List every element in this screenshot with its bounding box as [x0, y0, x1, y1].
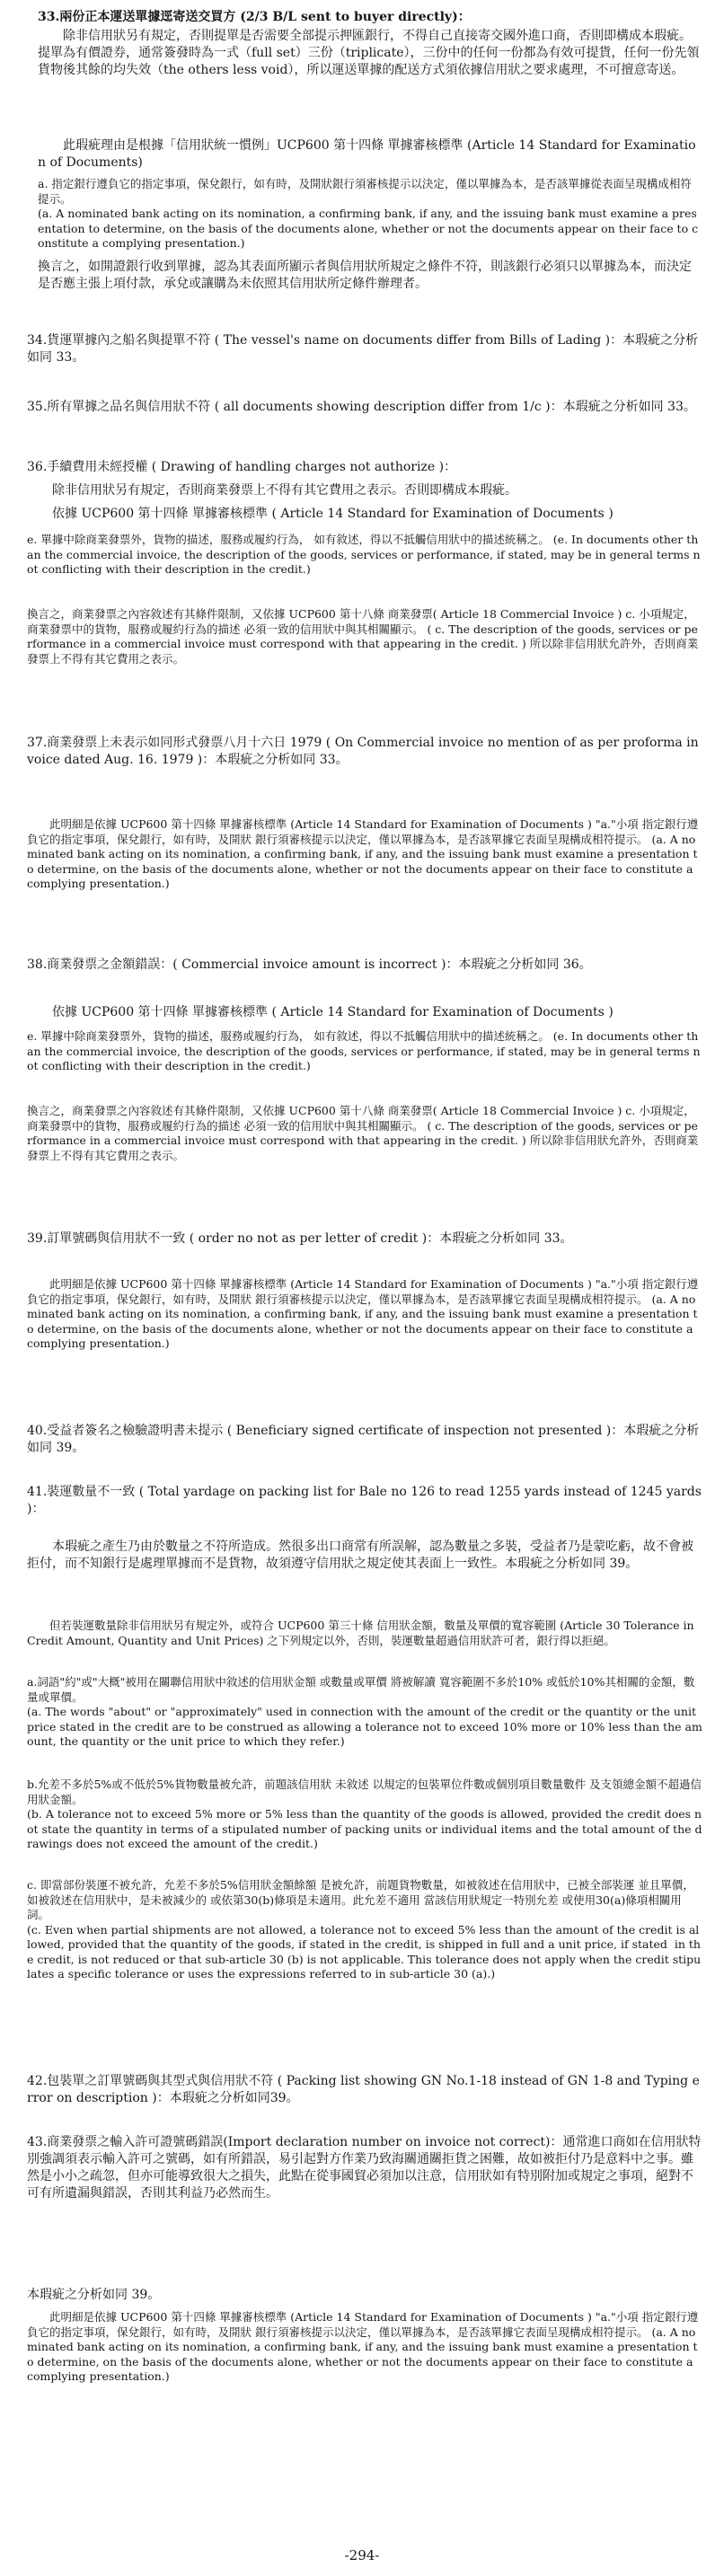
section-43-reference: 本瑕疵之分析如同 39。: [27, 2288, 161, 2302]
section-41-article-30b: b.允差不多於5%或不低於5%貨物數量被允許，前題該信用狀 未敘述 以規定的包裝單位件數或個別項目數量數件 及支領總金額不超過信用狀金額。 (b. A tolerance not to exceed 5% more or 5% less than the quantity of the goods is allowed, provided the credit does not state the quantity in terms of a stipulated number of packing units or individual items and the total amount of the drawings does not exceed the amount of the credit.): [27, 1778, 702, 1850]
section-33-heading: 33.兩份正本運送單據逕寄送交買方 (2/3 B/L sent to buyer directly)：: [38, 10, 471, 24]
section-33-article-a: a. 指定銀行遵負它的指定事項，保兌銀行，如有時，及開狀銀行須審核提示以決定，僅以單據為本，是否該單據從表面呈現構成相符提示。 (a. A nominated bank acting on its nomination, a confirming bank, if any, and the issuing bank must examine a presentation to determine, on the basis of the documents alone, whether or not the documents appear on their face to constitute a complying presentation.): [38, 177, 699, 250]
section-38-rule-basis: 依據 UCP600 第十四條 單據審核標準 ( Article 14 Standard for Examination of Documents ): [27, 1005, 614, 1019]
section-39-rule-basis: 此明細是依據 UCP600 第十四條 單據審核標準 (Article 14 Standard for Examination of Documents ) "a."小項 指定銀行遵負它的指定事項，保兌銀行，如有時，及開狀 銀行須審核提示以決定，僅以單據為本，是否該單據它表面呈現構成相符提示。 (a. A nominated bank acting on its nomination, a confirming bank, if any, and the issuing bank must examine a presentation to determine, on the basis of the documents alone, whether or not the documents appear on their face to constitute a complying presentation.): [27, 1277, 699, 1350]
section-41-explanation: 本瑕疵之產生乃由於數量之不符所造成。然很多出口商常有所誤解，認為數量之多裝，受益者乃是蒙吃虧，故不會被拒付，而不知銀行是處理單據而不是貨物，故須遵守信用狀之規定使其表面上一致性。本瑕疵之分析如同 39。: [27, 1539, 693, 1571]
section-36-heading: 36.手續費用未經授權 ( Drawing of handling charges not authorize )：: [27, 460, 457, 474]
page-number: -294-: [344, 2547, 380, 2563]
section-39: 39.訂單號碼與信用狀不一致 ( order no not as per letter of credit )：本瑕疵之分析如同 33。: [27, 1231, 573, 1246]
section-38: 38.商業發票之金額錯誤：( Commercial invoice amount is incorrect )：本瑕疵之分析如同 36。: [27, 957, 592, 972]
section-41-article-30c: c. 即當部份裝運不被允許，允差不多於5%信用狀金額餘額 是被允許，前題貨物數量，如被敘述在信用狀中，已被全部裝運 並且單價，如被敘述在信用狀中，是未被減少的 或依第30(b)條項是未適用。此允差不適用 當該信用狀規定一特別允差 或使用30(a)條項相關用詞。 (c. Even when partial shipments are not allowed, a tolerance not to exceed 5% less than the amount of the credit is allowed, provided that the quantity of the goods, if stated in the credit, is shipped in full and a unit price, if stated in the credit, is not reduced or that sub-article 30 (b) is not applicable. This tolerance does not apply when the credit stipulates a specific tolerance or uses the expressions referred to in sub-article 30 (a).): [27, 1878, 702, 1981]
section-43: 43.商業發票之輸入許可證號碼錯誤(Import declaration number on invoice not correct)：通常進口商如在信用狀特別強調須表示輸入許可之號碼，如有所錯誤，易引起對方作業乃致海關通關拒貨之困難，故如被拒付乃是意料中之事。雖然是小小之疏忽，但亦可能導致很大之損失，此點在從事國貿必須加以注意，信用狀如有特別附加或規定之事項，絕對不可有所遺漏與錯誤，否則其利益乃必然而生。: [27, 2135, 702, 2201]
section-43-rule-basis: 此明細是依據 UCP600 第十四條 單據審核標準 (Article 14 Standard for Examination of Documents ) "a."小項 指定銀行遵負它的指定事項，保兌銀行，如有時，及開狀 銀行須審核提示以決定，僅以單據為本，是否該單據它表面呈現構成相符提示。 (a. A nominated bank acting on its nomination, a confirming bank, if any, and the issuing bank must examine a presentation to determine, on the basis of the documents alone, whether or not the documents appear on their face to constitute a complying presentation.): [27, 2310, 699, 2383]
section-33-interpretation: 換言之，如開證銀行收到單據，認為其表面所顯示者與信用狀所規定之條件不符，則該銀行必須只以單據為本，而決定是否應主張上項付款，承兌或讓購為未依照其信用狀所定條件辦理者。: [38, 260, 692, 291]
section-36-article-18c: 換言之，商業發票之內容敘述有其條件限制，又依據 UCP600 第十八條 商業發票( Article 18 Commercial Invoice ) c. 小項規定， 商業發票中的貨物，服務或履約行為的描述 必須一致的信用狀中與其相關顯示。 ( c. The description of the goods, services or performance in a commercial invoice must correspond with that appearing in the credit. ) 所以除非信用狀允許外，否則商業發票上不得有其它費用之表示。: [27, 607, 699, 666]
section-36-explanation: 除非信用狀另有規定，否則商業發票上不得有其它費用之表示。否則即構成本瑕疵。: [27, 483, 517, 498]
section-36-article-e: e. 單據中除商業發票外，貨物的描述，服務或履約行為， 如有敘述，得以不抵觸信用狀中的描述統稱之。 (e. In documents other than the commercial invoice, the description of the goods, services or performance, if stated, may be in general terms not conflicting with their description in the credit.): [27, 533, 701, 576]
section-41-heading: 41.裝運數量不一致 ( Total yardage on packing list for Bale no 126 to read 1255 yards instead of 1245 yards )：: [27, 1485, 706, 1516]
section-41-article-30a: a.詞語"約"或"大概"被用在關聯信用狀中敘述的信用狀金額 或數量或單價 將被解讀 寬容範圍不多於10% 或低於10%其相關的金額，數量或單價。 (a. The words "about" or "approximately" used in connection with the amount of the credit or the quantity or the unit price stated in the credit are to be construed as allowing a tolerance not to exceed 10% more or 10% less than the amount, the quantity or the unit price to which they refer.): [27, 1675, 702, 1748]
section-38-article-18c: 換言之，商業發票之內容敘述有其條件限制，又依據 UCP600 第十八條 商業發票( Article 18 Commercial Invoice ) c. 小項規定， 商業發票中的貨物，服務或履約行為的描述 必須一致的信用狀中與其相關顯示。 ( c. The description of the goods, services or performance in a commercial invoice must correspond with that appearing in the credit. ) 所以除非信用狀允許外，否則商業發票上不得有其它費用之表示。: [27, 1104, 699, 1162]
section-37: 37.商業發票上未表示如同形式發票八月十六日 1979 ( On Commercial invoice no mention of as per proforma invoice dated Aug. 16. 1979 )：本瑕疵之分析如同 33。: [27, 736, 699, 767]
section-38-article-e: e. 單據中除商業發票外，貨物的描述，服務或履約行為， 如有敘述，得以不抵觸信用狀中的描述統稱之。 (e. In documents other than the commercial invoice, the description of the goods, services or performance, if stated, may be in general terms not conflicting with their description in the credit.): [27, 1029, 701, 1072]
section-40: 40.受益者簽名之檢驗證明書未提示 ( Beneficiary signed certificate of inspection not presented )：本瑕疵之分析如同 39。: [27, 1424, 700, 1455]
section-42: 42.包裝單之訂單號碼與其型式與信用狀不符 ( Packing list showing GN No.1-18 instead of GN 1-8 and Typing error on description )：本瑕疵之分析如同39。: [27, 2074, 700, 2105]
section-33-explanation: 除非信用狀另有規定，否則提單是否需要全部提示押匯銀行，不得自己直接寄交國外進口商，否則即構成本瑕疵。提單為有價證券，通常簽發時為一式（full set）三份（triplicate），三份中的任何一份都為有效可提貨，任何一份先領貨物後其餘的均失效（the others less void），所以運送單據的配送方式須依據信用狀之要求處理，不可擅意寄送。: [38, 29, 700, 77]
section-41-article-30-intro: 但若裝運數量除非信用狀另有規定外，或符合 UCP600 第三十條 信用狀金額，數量及單價的寬容範圍 (Article 30 Tolerance in Credit Amount, Quantity and Unit Prices) 之下列規定以外，否則，裝運數量超過信用狀許可者，銀行得以拒絕。: [27, 1619, 698, 1647]
section-33-rule-basis: 此瑕疵理由是根據「信用狀統一慣例」UCP600 第十四條 單據審核標準 (Article 14 Standard for Examination of Documents): [38, 138, 696, 170]
section-36-rule-basis: 依據 UCP600 第十四條 單據審核標準 ( Article 14 Standard for Examination of Documents ): [27, 507, 614, 521]
section-34: 34.貨運單據內之船名與提單不符 ( The vessel's name on documents differ from Bills of Lading )：本瑕疵之分析如同 33。: [27, 333, 699, 365]
section-35: 35.所有單據之品名與信用狀不符 ( all documents showing description differ from 1/c )：本瑕疵之分析如同 33。: [27, 400, 696, 414]
section-37-rule-basis: 此明細是依據 UCP600 第十四條 單據審核標準 (Article 14 Standard for Examination of Documents ) "a."小項 指定銀行遵負它的指定事項，保兌銀行，如有時，及開狀 銀行須審核提示以決定，僅以單據為本，是否該單據它表面呈現構成相符提示。 (a. A nominated bank acting on its nomination, a confirming bank, if any, and the issuing bank must examine a presentation to determine, on the basis of the documents alone, whether or not the documents appear on their face to constitute a complying presentation.): [27, 817, 699, 890]
